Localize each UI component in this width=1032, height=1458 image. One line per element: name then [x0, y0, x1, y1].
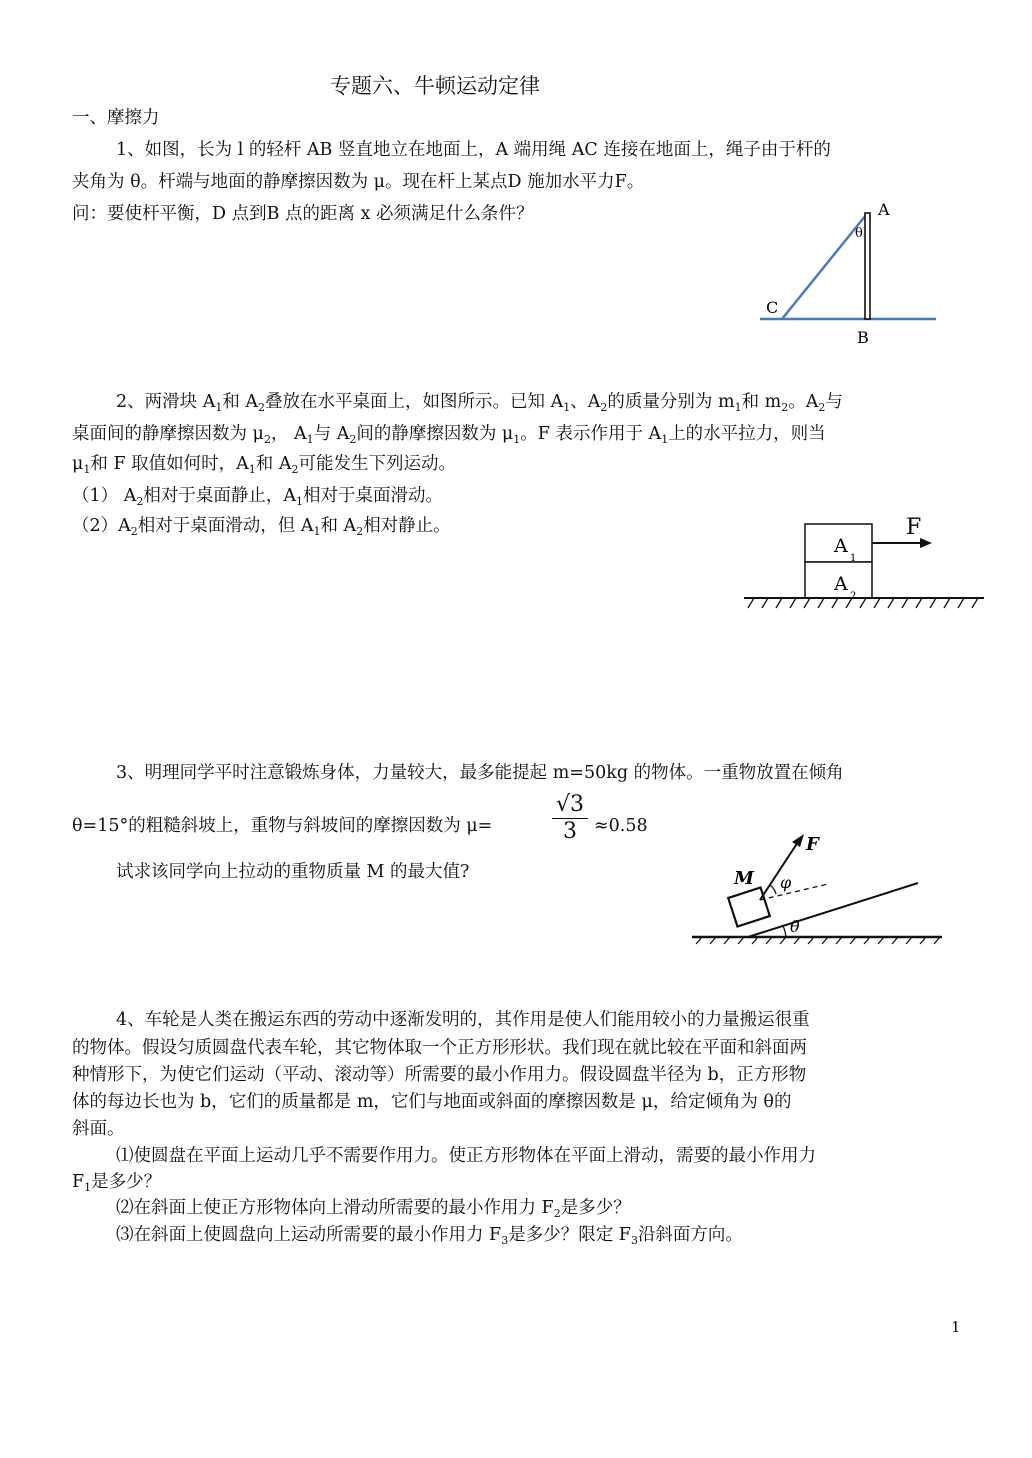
q4-line-3: 种情形下，为使它们运动（平动、滚动等）所需要的最小作用力。假设圆盘半径为 b，正方形物 [72, 1065, 807, 1085]
table-hatching [748, 598, 978, 608]
fraction-numerator: √3 [555, 792, 584, 817]
q4-line-4: 体的每边长也为 b，它们的质量都是 m，它们与地面或斜面的摩擦因数是 μ，给定倾角为 θ的 [72, 1092, 792, 1112]
label-a1-sub: 1 [850, 553, 857, 564]
page-number: 1 [951, 1318, 961, 1336]
q1-figure [750, 195, 950, 355]
force-arrow-head [920, 538, 932, 548]
q2-part-1: （1） $A_2$相对于桌面静止，$A_1$相对于桌面滑动。 [72, 486, 443, 508]
label-a2: A [834, 573, 848, 595]
q2-line-1: 2、两滑块 $A_1$和 $A_2$叠放在水平桌面上，如图所示。已知 $A_1$、$A_2$的质量分别为 $m_1$和 $m_2$。$A_2$与 [116, 392, 843, 414]
q3-line-1: 3、明理同学平时注意锻炼身体，力量较大，最多能提起 m=50kg 的物体。一重物放置在倾角 [116, 763, 844, 783]
q3-line-2: θ=15°的粗糙斜坡上，重物与斜坡间的摩擦因数为 μ= [72, 816, 493, 836]
rod-ab [865, 213, 870, 319]
q1-line-3: 问：要使杆平衡，D 点到B 点的距离 x 必须满足什么条件？ [72, 204, 534, 224]
label-b: B [857, 328, 869, 347]
rope-ac [782, 215, 866, 319]
label-theta: θ [855, 226, 863, 241]
q3-fraction [552, 794, 588, 843]
incline-line [748, 883, 918, 937]
q2-line-3: $\mu_1$和 F 取值如何时，$A_1$和 $A_2$可能发生下列运动。 [72, 454, 456, 476]
page-title: 专题六、牛顿运动定律 [330, 74, 540, 98]
label-theta: θ [790, 917, 800, 936]
q4-line-2: 的物体。假设匀质圆盘代表车轮，其它物体取一个正方形形状。我们现在就比较在平面和斜面两 [72, 1038, 807, 1058]
q2-part-2: $(2)A_2$相对于桌面滑动，但 $A_1$和 $A_2$相对静止。 [72, 516, 451, 538]
q4-sub-1-line-1: ⑴使圆盘在平面上运动几乎不需要作用力。使正方形物体在平面上滑动，需要的最小作用力 [116, 1146, 816, 1166]
label-a2-sub: 2 [850, 591, 857, 602]
label-phi: φ [780, 873, 792, 892]
label-c: C [766, 298, 779, 317]
label-f: F [806, 834, 819, 855]
q3-approx: ≈0.58 [594, 816, 648, 836]
dashed-reference [760, 884, 828, 900]
q2-figure [740, 510, 990, 615]
force-f-head [792, 834, 804, 847]
label-a1: A [834, 535, 848, 557]
label-a: A [878, 200, 890, 219]
q4-line-5: 斜面。 [72, 1119, 125, 1139]
q4-sub-1-line-2: $F_1$是多少？ [72, 1172, 162, 1194]
q2-line-2: 桌面间的静摩擦因数为 $\mu_2$， $A_1$与 $A_2$间的静摩擦因数为 $\mu_1$。F 表示作用于 $A_1$上的水平拉力，则当 [72, 424, 826, 446]
label-m: M [734, 868, 754, 889]
q4-line-1: 4、车轮是人类在搬运东西的劳动中逐渐发明的，其作用是使人们能用较小的力量搬运很重 [116, 1010, 810, 1030]
q4-sub-2: ⑵在斜面上使正方形物体向上滑动所需要的最小作用力 $F_2$是多少？ [116, 1198, 631, 1220]
section-heading: 一、摩擦力 [72, 108, 160, 128]
theta-arc [783, 926, 786, 937]
fraction-denominator: 3 [563, 819, 577, 844]
force-f-shaft [760, 842, 798, 900]
q4-sub-3: ⑶在斜面上使圆盘向上运动所需要的最小作用力 $F_3$是多少？限定 $F_3$沿斜面方向。 [116, 1225, 743, 1247]
q3-figure [688, 830, 948, 950]
label-f: F [906, 515, 922, 540]
q1-line-2: 夹角为 θ。杆端与地面的静摩擦因数为 μ。现在杆上某点D 施加水平力F。 [72, 172, 645, 192]
q1-line-1: 1、如图，长为 l 的轻杆 AB 竖直地立在地面上，A 端用绳 AC 连接在地面上，绳子由于杆的 [116, 140, 831, 160]
phi-arc [770, 885, 776, 894]
q3-line-3: 试求该同学向上拉动的重物质量 M 的最大值? [116, 862, 470, 882]
